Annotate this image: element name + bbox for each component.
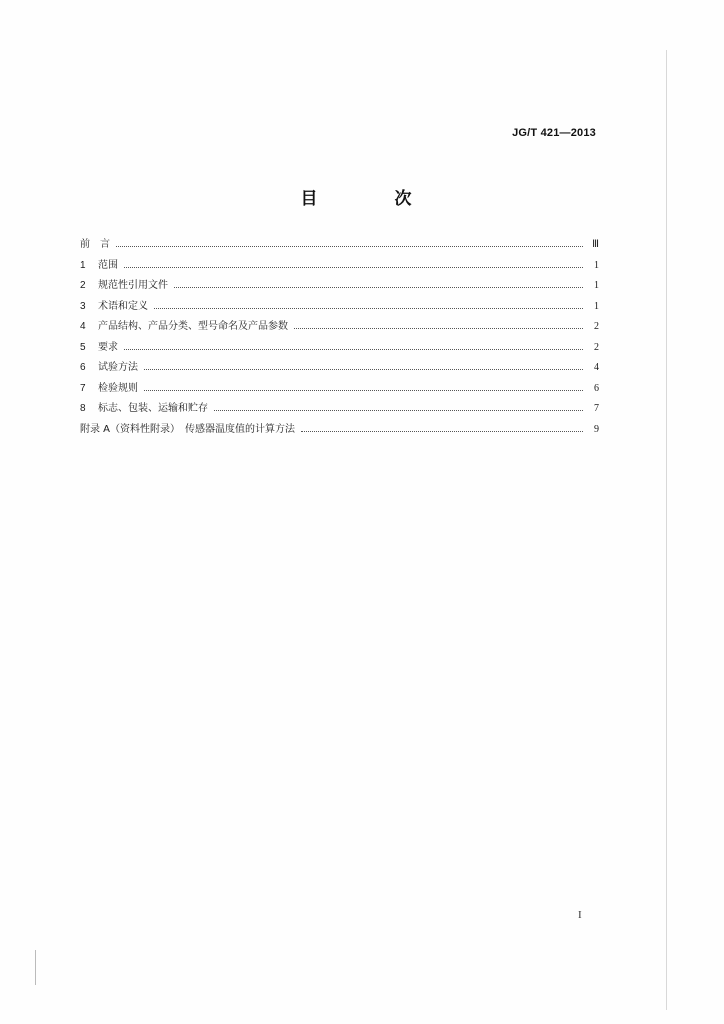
toc-entry-5[interactable]: [80, 340, 599, 361]
toc-entry-1[interactable]: [80, 258, 599, 279]
toc-entry-8[interactable]: [80, 401, 599, 422]
toc-entry-page: 2: [594, 341, 599, 353]
document-code: JG/T 421—2013: [512, 127, 596, 139]
toc-leader-dots: [154, 307, 583, 309]
toc-leader-dots: [294, 327, 583, 329]
toc-entry-label: 试验方法: [98, 362, 138, 373]
toc-entry-page: 7: [594, 403, 599, 414]
toc-entry-number: 3: [80, 300, 86, 312]
toc-entry-number: 5: [80, 341, 86, 353]
toc-entry-label: 附录 A（资料性附录） 传感器温度值的计算方法: [80, 423, 296, 435]
toc-leader-dots: [174, 286, 583, 288]
toc-leader-dots: [124, 348, 583, 350]
table-of-contents: [80, 237, 599, 442]
toc-entry-number: 4: [80, 321, 86, 332]
toc-entry-page: 1: [594, 300, 599, 312]
toc-entry-label: 检验规则: [98, 382, 138, 394]
toc-entry-3[interactable]: [80, 299, 599, 320]
toc-entry-label: 术语和定义: [98, 300, 148, 312]
page-number: I: [578, 909, 582, 921]
toc-entry-label: 前 言: [80, 239, 110, 250]
toc-entry-label: 规范性引用文件: [98, 280, 168, 291]
toc-leader-dots: [124, 266, 583, 268]
toc-entry-2[interactable]: [80, 278, 599, 299]
toc-leader-dots: [144, 389, 583, 391]
toc-entry-number: 7: [80, 382, 86, 394]
toc-entry-page: 1: [594, 259, 599, 271]
toc-entry-number: 6: [80, 362, 86, 373]
toc-entry-number: 1: [80, 259, 86, 271]
toc-entry-label: 要求: [98, 341, 118, 353]
toc-leader-dots: [144, 368, 583, 370]
toc-entry-page: 2: [594, 321, 599, 332]
toc-entry-7[interactable]: [80, 381, 599, 402]
toc-entry-label: 标志、包装、运输和贮存: [98, 403, 208, 414]
toc-entry-label: 产品结构、产品分类、型号命名及产品参数: [98, 321, 288, 332]
toc-entry-page: 1: [594, 280, 599, 291]
toc-leader-dots: [301, 430, 583, 432]
toc-entry-foreword[interactable]: [80, 237, 599, 258]
scan-edge-mark: [35, 950, 36, 985]
toc-entry-page: Ⅲ: [592, 239, 599, 250]
toc-entry-page: 9: [594, 423, 599, 435]
toc-entry-page: 6: [594, 382, 599, 394]
toc-entry-number: 8: [80, 403, 86, 414]
toc-title: 目 次: [300, 189, 442, 209]
toc-entry-number: 2: [80, 280, 86, 291]
toc-entry-appendix-a[interactable]: [80, 422, 599, 443]
toc-leader-dots: [116, 245, 583, 247]
toc-entry-page: 4: [594, 362, 599, 373]
toc-leader-dots: [214, 409, 583, 411]
toc-entry-6[interactable]: [80, 360, 599, 381]
toc-entry-4[interactable]: [80, 319, 599, 340]
toc-entry-label: 范围: [98, 259, 118, 271]
